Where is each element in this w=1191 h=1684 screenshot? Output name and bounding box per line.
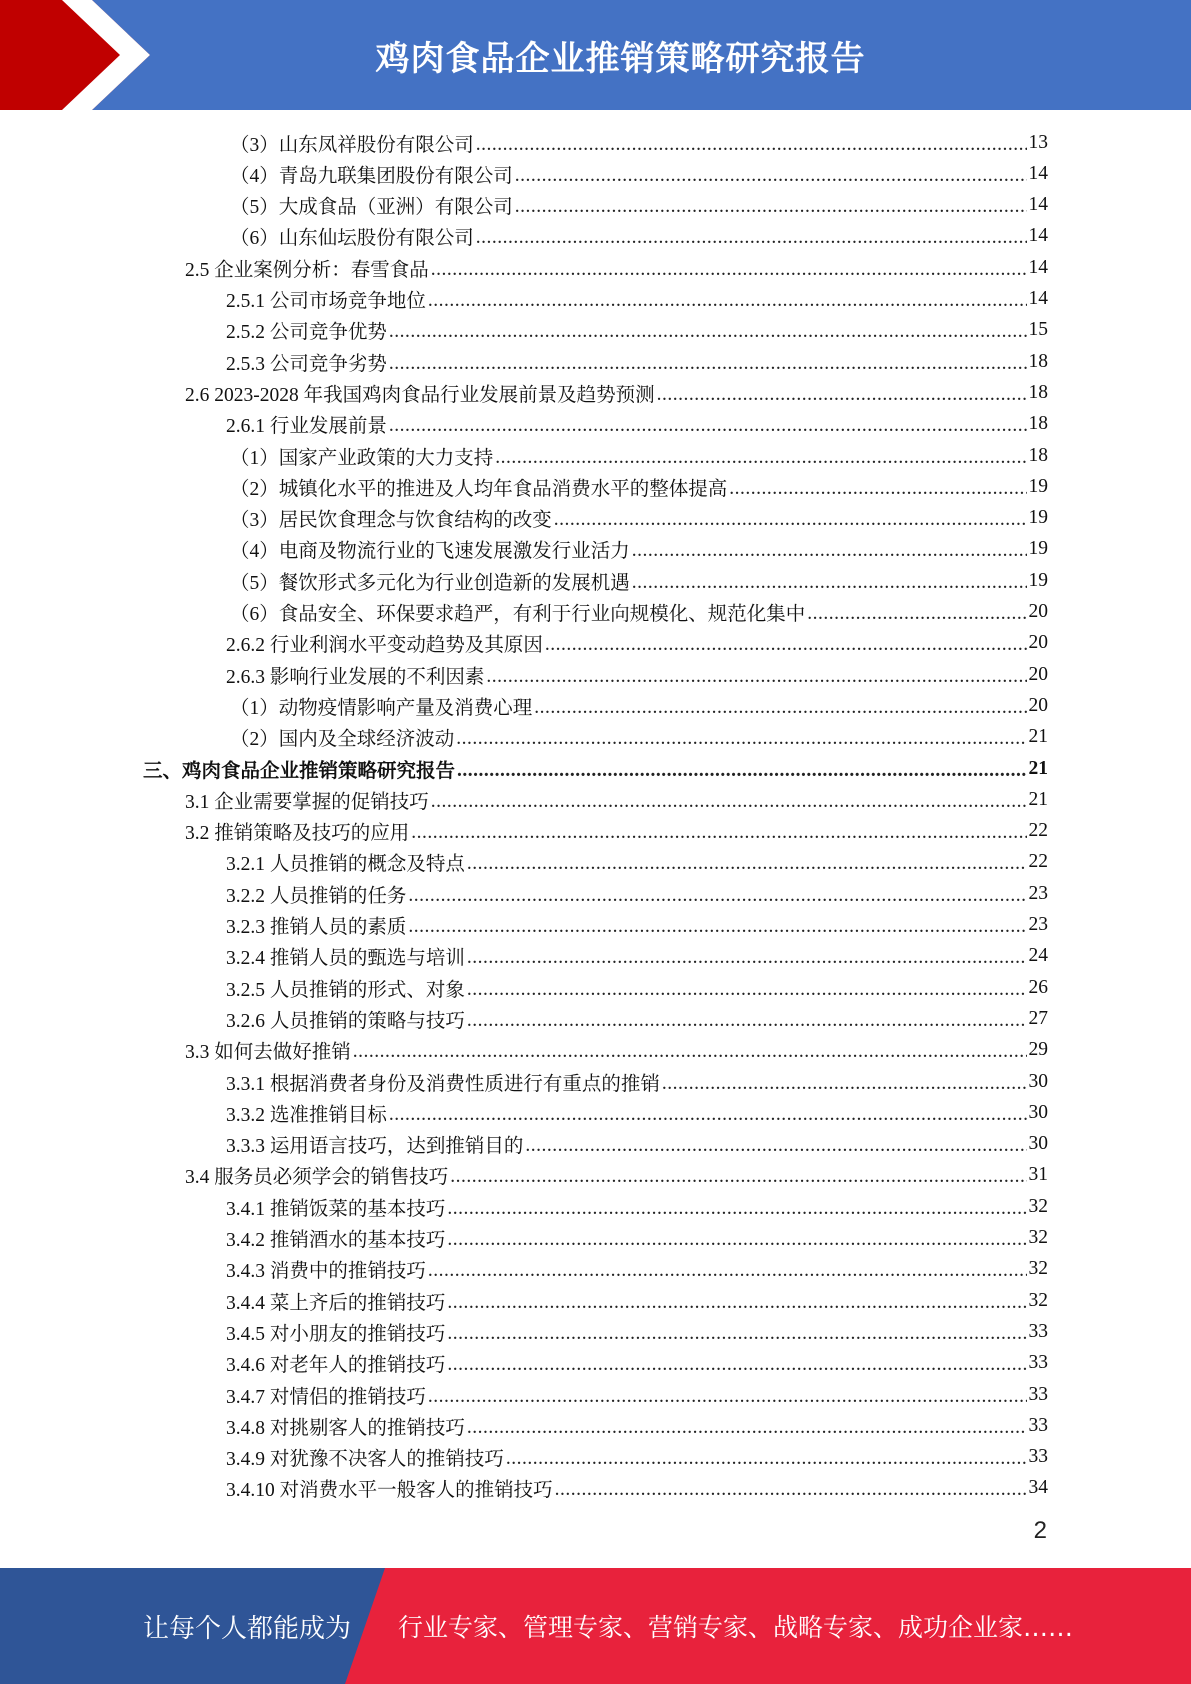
toc-leader-dots [450,1164,1026,1186]
toc-entry[interactable] [143,753,1048,784]
toc-entry-title: 3.4.2 推销酒水的基本技巧 [226,1230,446,1251]
toc-entry[interactable] [230,158,1048,189]
toc-leader-dots [389,351,1027,373]
toc-entry-title: 3.1 企业需要掌握的促销技巧 [185,791,429,813]
toc-entry[interactable] [226,1348,1048,1379]
toc-entry[interactable] [226,1223,1048,1254]
toc-entry[interactable] [226,847,1048,878]
toc-entry-page: 30 [1028,1070,1048,1092]
toc-leader-dots [447,1290,1026,1312]
toc-entry-title: （2）国内及全球经济波动 [230,729,455,751]
toc-entry[interactable] [185,1035,1048,1066]
toc-entry-page: 27 [1028,1007,1048,1029]
toc-entry[interactable] [226,1003,1048,1034]
toc-entry-page: 23 [1028,882,1048,904]
toc-leader-dots [457,758,1026,780]
toc-entry-title: 2.5.2 公司竞争优势 [226,322,387,344]
toc-entry-title: 3.4.4 菜上齐后的推销技巧 [226,1292,446,1314]
toc-entry[interactable] [185,784,1048,815]
toc-entry-page: 18 [1028,350,1048,372]
toc-leader-dots [476,132,1027,154]
toc-entry-page: 14 [1028,256,1048,278]
toc-entry-title: 3.4.6 对老年人的推销技巧 [226,1355,446,1377]
toc-entry-page: 34 [1028,1477,1048,1499]
toc-entry[interactable] [185,1160,1048,1191]
toc-leader-dots [506,1446,1027,1468]
toc-entry-page: 23 [1028,914,1048,935]
toc-entry[interactable] [230,440,1048,471]
toc-entry-page: 22 [1028,851,1048,873]
toc-entry-page: 30 [1028,1101,1048,1123]
toc-entry-page: 22 [1028,820,1048,842]
toc-entry-page: 33 [1028,1352,1048,1374]
toc-entry[interactable] [226,972,1048,1003]
toc-entry-title: 3.4.1 推销饭菜的基本技巧 [226,1198,446,1220]
toc-leader-dots [411,820,1026,842]
toc-leader-dots [554,507,1027,529]
toc-leader-dots [467,1008,1027,1030]
toc-entry-page: 29 [1028,1039,1048,1061]
header-arrow-decoration [0,0,150,110]
toc-entry[interactable] [226,1097,1048,1128]
toc-leader-dots [632,570,1027,592]
toc-entry-title: （2）城镇化水平的推进及人均年食品消费水平的整体提高 [230,478,728,500]
toc-entry[interactable] [226,910,1048,941]
toc-entry-title: 2.5.1 公司市场竞争地位 [226,291,426,312]
toc-leader-dots [431,789,1027,811]
toc-entry-page: 33 [1028,1320,1048,1342]
toc-entry-page: 32 [1028,1258,1048,1280]
toc-entry[interactable] [230,565,1048,596]
toc-leader-dots [456,726,1026,748]
toc-entry[interactable] [226,628,1048,659]
toc-leader-dots [534,695,1026,717]
toc-entry-title: 3.4.10 对消费水平一般客人的推销技巧 [226,1480,553,1502]
toc-entry-title: 3.4.9 对犹豫不决客人的推销技巧 [226,1449,504,1471]
toc-entry-title: （3）山东凤祥股份有限公司 [230,134,474,156]
toc-leader-dots [467,1415,1027,1437]
toc-entry-title: 2.6 2023-2028 年我国鸡肉食品行业发展前景及趋势预测 [185,384,655,406]
toc-entry[interactable] [226,1254,1048,1285]
toc-entry-title: （1）国家产业政策的大力支持 [230,447,494,469]
toc-entry-title: 3.2 推销策略及技巧的应用 [185,823,410,845]
toc-entry-page: 24 [1028,945,1048,967]
toc-leader-dots [431,257,1027,279]
footer-expert-list: 行业专家、管理专家、营销专家、战略专家、成功企业家…… [398,1613,1074,1642]
toc-leader-dots [467,851,1027,873]
toc-leader-dots [515,194,1027,216]
toc-entry[interactable] [230,690,1048,721]
toc-entry-title: 3.3.2 选准推销目标 [226,1104,387,1126]
toc-entry[interactable] [185,816,1048,847]
page-number: 2 [1033,1517,1047,1544]
toc-leader-dots [447,1196,1026,1218]
toc-entry[interactable] [230,503,1048,534]
toc-leader-dots [428,288,1027,310]
toc-entry-title: （5）餐饮形式多元化为行业创造新的发展机遇 [230,572,630,594]
toc-entry-page: 19 [1028,507,1048,529]
footer-slogan: 让每个人都能成为 [143,1613,352,1644]
toc-entry-page: 19 [1028,569,1048,591]
toc-entry-page: 14 [1028,194,1048,216]
toc-entry[interactable] [226,1066,1048,1097]
toc-entry[interactable] [185,252,1048,283]
toc-leader-dots [447,1227,1026,1249]
toc-entry-page: 21 [1028,726,1048,748]
toc-entry[interactable] [226,1191,1048,1222]
toc-entry-title: （4）青岛九联集团股份有限公司 [230,165,513,187]
toc-leader-dots [389,413,1027,435]
toc-leader-dots [555,1477,1027,1499]
toc-entry-page: 19 [1028,475,1048,497]
toc-entry[interactable] [226,1129,1048,1160]
toc-entry[interactable] [226,1316,1048,1347]
toc-leader-dots [515,163,1027,185]
toc-entry-title: 3.2.4 推销人员的甄选与培训 [226,948,465,970]
toc-leader-dots [657,382,1027,404]
toc-leader-dots [408,883,1026,905]
toc-entry[interactable] [226,315,1048,346]
toc-leader-dots [495,445,1026,467]
toc-entry[interactable] [226,284,1048,315]
toc-leader-dots [467,945,1027,967]
toc-entry-title: （3）居民饮食理念与饮食结构的改变 [230,510,552,532]
toc-entry-page: 18 [1028,413,1048,435]
toc-entry-page: 33 [1028,1446,1048,1468]
toc-entry[interactable] [226,1285,1048,1316]
toc-entry[interactable] [226,409,1048,440]
toc-entry-title: （6）山东仙坛股份有限公司 [230,228,474,250]
toc-entry[interactable] [185,377,1048,408]
toc-entry-title: 3.2.1 人员推销的概念及特点 [226,854,465,876]
toc-entry-page: 20 [1028,601,1048,622]
toc-entry[interactable] [226,1442,1048,1473]
toc-entry[interactable] [230,471,1048,502]
toc-entry-title: 3.4.3 消费中的推销技巧 [226,1261,426,1283]
toc-entry-page: 14 [1028,162,1048,184]
toc-entry-title: 2.6.2 行业利润水平变动趋势及其原因 [226,635,543,657]
toc-entry-title: （1）动物疫情影响产量及消费心理 [230,697,533,719]
toc-entry-page: 33 [1028,1414,1048,1436]
toc-entry-title: 3.2.6 人员推销的策略与技巧 [226,1010,465,1032]
page-footer [0,1568,1191,1684]
toc-entry[interactable] [226,659,1048,690]
toc-entry[interactable] [226,878,1048,909]
toc-entry[interactable] [230,534,1048,565]
toc-entry-title: 2.5 企业案例分析：春雪食品 [185,259,429,281]
toc-leader-dots [807,601,1026,623]
toc-entry[interactable] [226,346,1048,377]
toc-entry-title: 3.2.5 人员推销的形式、对象 [226,979,465,1001]
toc-leader-dots [428,1384,1027,1406]
toc-leader-dots [428,1258,1027,1280]
toc-entry[interactable] [230,722,1048,753]
toc-leader-dots [389,1102,1027,1124]
toc-entry-title: （5）大成食品（亚洲）有限公司 [230,197,513,219]
toc-leader-dots [486,664,1026,686]
toc-entry-title: （6）食品安全、环保要求趋严，有利于行业向规模化、规范化集中 [230,604,806,625]
toc-entry[interactable] [230,597,1048,628]
toc-entry-title: 3.4 服务员必须学会的销售技巧 [185,1167,449,1189]
toc-leader-dots [447,1352,1026,1374]
toc-entry-title: 三、鸡肉食品企业推销策略研究报告 [143,760,456,782]
toc-entry-title: 2.5.3 公司竞争劣势 [226,353,387,375]
toc-entry[interactable] [230,221,1048,252]
toc-entry[interactable] [230,190,1048,221]
toc-entry-title: 3.4.7 对情侣的推销技巧 [226,1386,426,1408]
toc-leader-dots [525,1133,1026,1155]
toc-entry-title: 2.6.3 影响行业发展的不利因素 [226,666,485,688]
toc-leader-dots [353,1039,1027,1061]
toc-entry-page: 26 [1028,976,1048,998]
toc-entry-page: 30 [1028,1133,1048,1155]
toc-leader-dots [545,632,1027,654]
toc-leader-dots [632,538,1027,560]
header-title: 鸡肉食品企业推销策略研究报告 [375,38,866,79]
toc-entry-page: 14 [1028,288,1048,309]
toc-entry-title: （4）电商及物流行业的飞速发展激发行业活力 [230,541,630,563]
toc-leader-dots [389,319,1027,341]
toc-entry[interactable] [226,1410,1048,1441]
page-header [0,0,1191,110]
toc-entry-page: 18 [1028,381,1048,403]
toc-entry-page: 32 [1028,1289,1048,1311]
toc-entry-page: 18 [1028,444,1048,466]
toc-leader-dots [662,1071,1027,1093]
toc-entry[interactable] [230,127,1048,158]
toc-entry-title: 3.4.8 对挑剔客人的推销技巧 [226,1417,465,1439]
toc-entry-page: 21 [1028,788,1048,810]
toc-entry-page: 31 [1028,1164,1048,1186]
toc-entry-page: 32 [1028,1195,1048,1217]
toc-leader-dots [729,476,1026,498]
toc-entry-title: 3.2.2 人员推销的任务 [226,885,407,907]
toc-entry-title: 3.3.1 根据消费者身份及消费性质进行有重点的推销 [226,1073,660,1095]
toc-entry-page: 33 [1028,1383,1048,1405]
toc-leader-dots [467,977,1027,999]
toc-entry-title: 3.3 如何去做好推销 [185,1042,351,1064]
toc-entry-page: 14 [1028,225,1048,247]
toc-entry-page: 20 [1028,663,1048,685]
toc-entry-page: 19 [1028,538,1048,560]
toc-entry-title: 3.4.5 对小朋友的推销技巧 [226,1323,446,1345]
toc-entry-title: 3.3.3 运用语言技巧，达到推销目的 [226,1136,524,1158]
toc-leader-dots [476,225,1027,247]
toc-leader-dots [447,1321,1026,1343]
toc-entry[interactable] [226,1379,1048,1410]
toc-entry-page: 13 [1028,131,1048,153]
toc-entry-page: 20 [1028,632,1048,654]
toc-entry-page: 32 [1028,1227,1048,1248]
toc-entry-page: 20 [1028,694,1048,716]
toc-entry-page: 21 [1028,757,1048,779]
toc-leader-dots [408,914,1026,936]
toc-entry-page: 15 [1028,319,1048,341]
toc-entry[interactable] [226,1473,1048,1504]
toc-entry-title: 2.6.1 行业发展前景 [226,416,387,438]
toc-entry[interactable] [226,941,1048,972]
toc-entry-title: 3.2.3 推销人员的素质 [226,917,407,938]
